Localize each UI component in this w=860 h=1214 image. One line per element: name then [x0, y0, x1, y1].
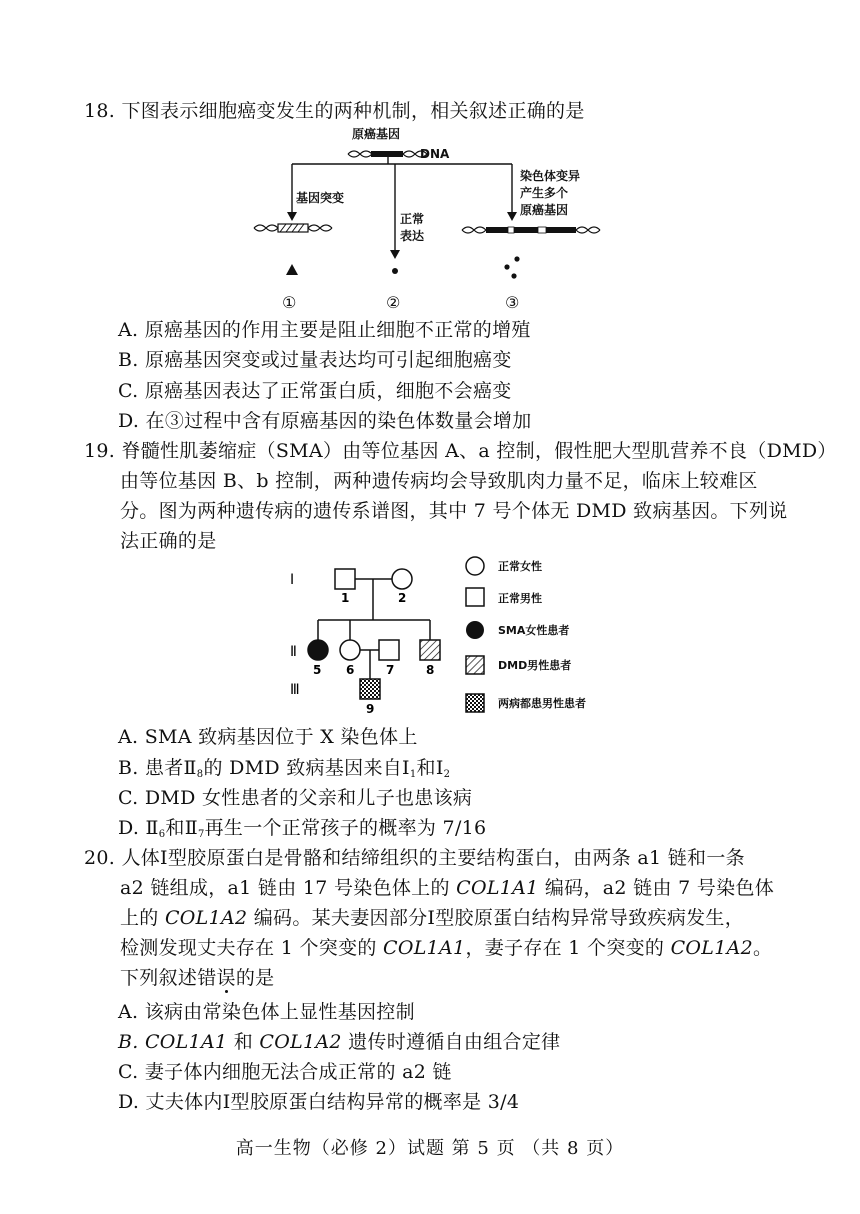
- fig-dna-label: DNA: [420, 147, 450, 161]
- legend-dmd-male-symbol: [466, 656, 484, 674]
- individual-1: [335, 569, 355, 589]
- label-1: 1: [341, 591, 350, 605]
- legend-both-male-symbol: [466, 694, 484, 712]
- label-6: 6: [346, 663, 355, 677]
- gen-label-2: Ⅱ: [290, 644, 297, 660]
- branch3-label-3: 原癌基因: [520, 203, 569, 217]
- individual-9: [360, 679, 380, 699]
- amplified-gene-bar: [486, 227, 576, 233]
- q19-option-a: A. SMA 致病基因位于 X 染色体上: [118, 726, 418, 748]
- q18-option-b: B. 原癌基因突变或过量表达均可引起细胞癌变: [118, 349, 512, 371]
- q20-stem-5: 下列叙述错误的是: [120, 967, 275, 989]
- individual-5: [308, 640, 328, 660]
- legend-normal-female: 正常女性: [498, 560, 542, 573]
- legend-normal-male: 正常男性: [498, 592, 542, 605]
- individual-8: [420, 640, 440, 660]
- num-2: ②: [386, 293, 401, 312]
- branch2-label-1: 正常: [400, 212, 425, 226]
- q19-option-b: B. 患者$Ⅱ_8$的 DMD 致病基因来自$Ⅰ_1$和$Ⅰ_2$: [118, 757, 451, 780]
- label-8: 8: [426, 663, 435, 677]
- q19-pedigree: [280, 556, 620, 716]
- q20-option-d: D. 丈夫体内Ⅰ型胶原蛋白结构异常的概率是 3/4: [118, 1091, 520, 1113]
- legend-normal-male-symbol: [466, 588, 484, 606]
- q19-stem-4: 法正确的是: [120, 530, 217, 552]
- legend-normal-female-symbol: [466, 557, 484, 575]
- q18-option-c: C. 原癌基因表达了正常蛋白质，细胞不会癌变: [118, 380, 512, 402]
- gen-label-1: Ⅰ: [290, 572, 295, 588]
- individual-2: [392, 569, 412, 589]
- proto-oncogene-bar: [371, 151, 403, 157]
- fig-top-label: 原癌基因: [352, 127, 401, 141]
- q20-stem-3: 上的 COL1A2 编码。某夫妻因部分Ⅰ型胶原蛋白结构异常导致疾病发生，: [120, 907, 745, 929]
- abnormal-protein-triangle: [286, 264, 298, 275]
- q20-option-c: C. 妻子体内细胞无法合成正常的 a2 链: [118, 1061, 452, 1083]
- label-7: 7: [386, 663, 395, 677]
- excess-protein-dot: [511, 273, 516, 278]
- individual-6: [340, 640, 360, 660]
- legend-dmd-male: DMD男性患者: [498, 659, 572, 672]
- q20-stem-1: 20. 人体Ⅰ型胶原蛋白是骨骼和结缔组织的主要结构蛋白，由两条 a1 链和一条: [84, 847, 745, 869]
- q19-stem-3: 分。图为两种遗传病的遗传系谱图，其中 7 号个体无 DMD 致病基因。下列说: [120, 500, 788, 522]
- q18-stem: 18. 下图表示细胞癌变发生的两种机制，相关叙述正确的是: [84, 100, 585, 122]
- q18-figure: [240, 124, 620, 316]
- num-1: ①: [282, 293, 297, 312]
- excess-protein-dot: [514, 256, 519, 261]
- page-footer: 高一生物（必修 2）试题 第 5 页 （共 8 页）: [235, 1138, 625, 1159]
- legend-sma-female: SMA女性患者: [498, 624, 570, 637]
- q18-option-d: D. 在③过程中含有原癌基因的染色体数量会增加: [118, 410, 532, 432]
- excess-protein-dot: [504, 264, 509, 269]
- individual-7: [379, 640, 399, 660]
- q19-option-d: D. $Ⅱ_6$和$Ⅱ_7$再生一个正常孩子的概率为 7/16: [118, 817, 487, 840]
- q20-stem-2: a2 链组成，a1 链由 17 号染色体上的 COL1A1 编码，a2 链由 7 号染色体: [120, 877, 775, 899]
- q19-stem-2: 由等位基因 B、b 控制，两种遗传病均会导致肌肉力量不足，临床上较难区: [120, 470, 758, 492]
- legend-both-male: 两病都患男性患者: [498, 697, 586, 710]
- q19-stem-1: 19. 脊髓性肌萎缩症（SMA）由等位基因 A、a 控制，假性肥大型肌营养不良（DMD）: [84, 440, 837, 462]
- branch1-label: 基因突变: [296, 191, 345, 205]
- label-9: 9: [366, 702, 375, 716]
- q20-option-b: B. COL1A1 和 COL1A2 遗传时遵循自由组合定律: [118, 1031, 561, 1053]
- legend-sma-female-symbol: [466, 621, 484, 639]
- q18-option-a: A. 原癌基因的作用主要是阻止细胞不正常的增殖: [118, 319, 531, 341]
- q20-option-a: A. 该病由常染色体上显性基因控制: [118, 1001, 415, 1023]
- q19-option-c: C. DMD 女性患者的父亲和儿子也患该病: [118, 787, 473, 809]
- normal-protein-dot: [392, 268, 398, 274]
- label-5: 5: [313, 663, 322, 677]
- num-3: ③: [505, 293, 520, 312]
- branch2-label-2: 表达: [400, 229, 425, 243]
- q20-stem-4: 检测发现丈夫存在 1 个突变的 COL1A1，妻子存在 1 个突变的 COL1A2。: [120, 937, 773, 959]
- branch3-label-2: 产生多个: [520, 186, 569, 200]
- branch3-label-1: 染色体变异: [520, 169, 581, 183]
- gen-label-3: Ⅲ: [290, 682, 300, 698]
- label-2: 2: [398, 591, 407, 605]
